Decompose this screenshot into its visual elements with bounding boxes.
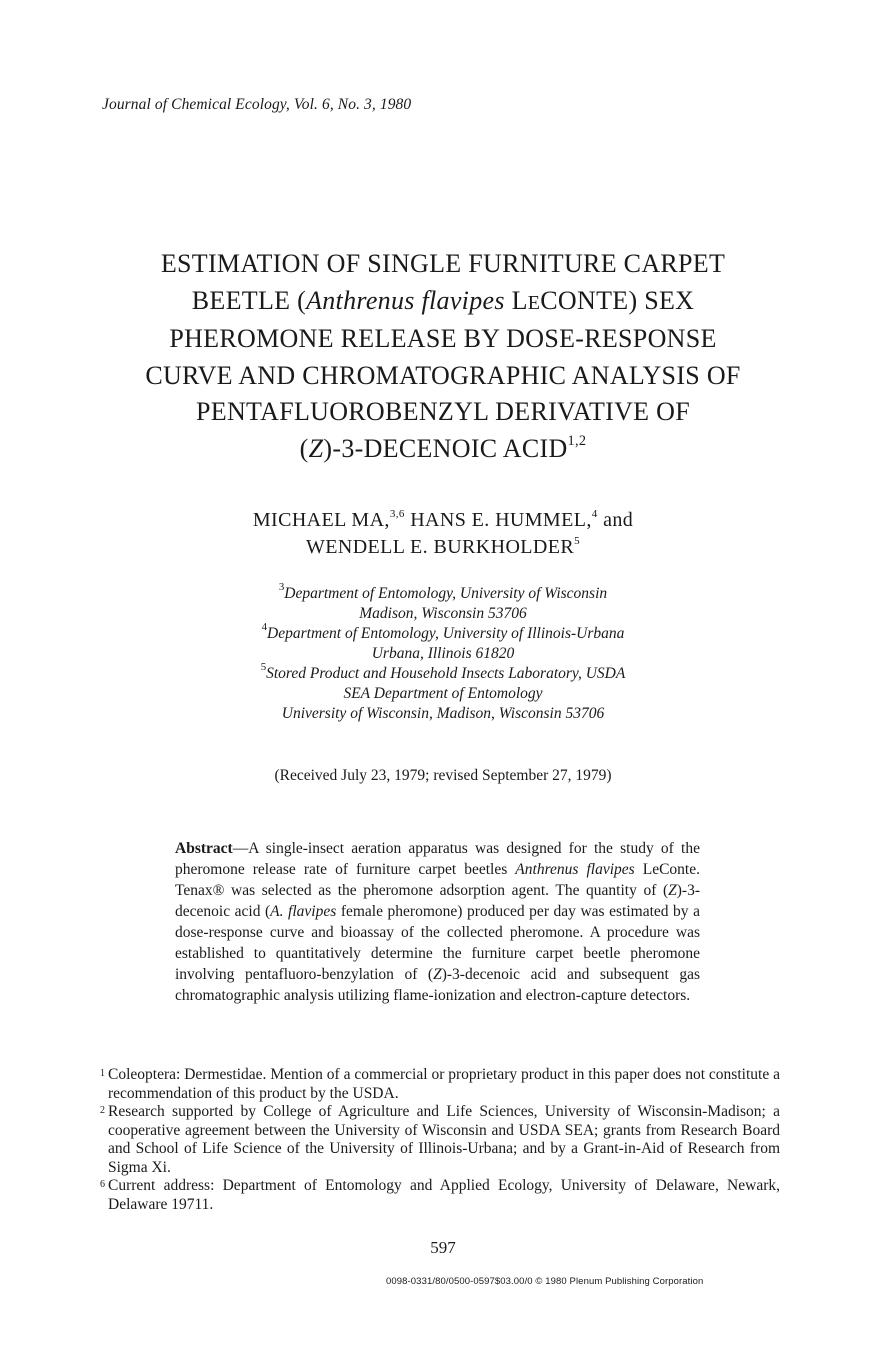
author-conjunction: and [597, 509, 634, 531]
affiliation-mark: 5 [260, 661, 267, 674]
journal-year: 1980 [379, 96, 412, 113]
title-z: Z [308, 433, 324, 463]
footnote-mark: 1 [100, 1068, 105, 1079]
author-affil-ref: 4 [591, 507, 598, 520]
footnote-mark: 6 [100, 1179, 105, 1190]
title-line-3: PHEROMONE RELEASE BY DOSE-RESPONSE [169, 324, 717, 353]
abstract-z: Z [433, 966, 442, 983]
footnotes [100, 1066, 780, 1214]
title-small-cap: E [527, 291, 541, 314]
footnote-mark: 2 [100, 1105, 105, 1116]
title-line-6 [100, 431, 786, 468]
affiliation-line [100, 661, 786, 684]
footnote-text: Current address: Department of Entomology and Applied Ecology, University of Delaware, Newark, Delaware 19711. [108, 1177, 780, 1213]
title-footnote-ref: 1,2 [567, 432, 587, 449]
title-line-2 [100, 283, 786, 322]
footnote [100, 1066, 780, 1103]
abstract-text: —A single-insect aeration apparatus was designed for the study of the pheromone release rate of furniture carpet beetles [175, 840, 700, 878]
footnote [100, 1177, 780, 1214]
abstract-text: )-3-decenoic acid and subsequent gas chromatographic analysis utilizing flame-ionization and electron-capture detectors. [175, 966, 700, 1004]
affiliation-text: Department of Entomology, University of Illinois-Urbana [267, 625, 625, 642]
journal-volume: Vol. 6, [293, 96, 334, 113]
affiliation-line [100, 581, 786, 604]
author-name: MICHAEL MA, [252, 509, 390, 531]
abstract-text: LeConte. Tenax® was selected as the pheromone adsorption agent. The quantity of ( [175, 861, 700, 899]
title-line-4: CURVE AND CHROMATOGRAPHIC ANALYSIS OF [145, 360, 741, 390]
title-text: CONTE) SEX [540, 285, 695, 315]
affiliation-line: Madison, Wisconsin 53706 [359, 605, 527, 622]
affiliation-text: Department of Entomology, University of Wisconsin [284, 585, 608, 602]
author-name: HANS E. HUMMEL, [404, 509, 592, 531]
abstract [175, 838, 700, 1006]
paper-title [100, 246, 786, 467]
title-line-1: ESTIMATION OF SINGLE FURNITURE CARPET [160, 249, 726, 278]
abstract-species: A. flavipes [270, 903, 337, 920]
copyright-line: 0098-0331/80/0500-0597$03.00/0 © 1980 Plenum Publishing Corporation [386, 1276, 704, 1287]
title-text: )-3-DECENOIC ACID [323, 433, 568, 463]
abstract-text: )-3-decenoic acid ( [175, 882, 700, 920]
author-affil-ref: 3,6 [389, 507, 405, 520]
footnote [100, 1103, 780, 1177]
title-species: Anthrenus flavipes [306, 285, 505, 315]
journal-citation [102, 96, 411, 114]
abstract-label: Abstract [175, 840, 233, 857]
authors-line-1 [100, 507, 786, 534]
title-text: BEETLE ( [191, 285, 307, 315]
affiliation-text: Stored Product and Household Insects Laboratory, USDA [266, 665, 626, 682]
affiliation-mark: 4 [261, 621, 268, 634]
abstract-species: Anthrenus flavipes [515, 861, 635, 878]
received-dates: (Received July 23, 1979; revised September 27, 1979) [274, 767, 612, 784]
affiliation-line: SEA Department of Entomology [343, 685, 543, 702]
abstract-text: female pheromone) produced per day was estimated by a dose-response curve and bioassay of the collected pheromone. A procedure was established to quantitatively determine the furniture carpet beetle pheromone involving pentafluoro-benzylation of ( [175, 903, 700, 983]
affiliation-mark: 3 [278, 581, 285, 594]
affiliation-line: Urbana, Illinois 61820 [371, 645, 515, 662]
title-text: L [504, 285, 528, 315]
abstract-z: Z [668, 882, 677, 899]
author-affil-ref: 5 [574, 534, 581, 547]
footnote-text: Research supported by College of Agriculture and Life Sciences, University of Wisconsin-Madison; a cooperative agreement between the University of Wisconsin and USDA SEA; grants from Research Board and School of Life Science of the University of Illinois-Urbana; and by a Grant-in-Aid of Research from Sigma Xi. [108, 1103, 780, 1176]
affiliation-line [100, 621, 786, 644]
affiliation-line: University of Wisconsin, Madison, Wisconsin 53706 [281, 705, 605, 722]
footnote-text: Coleoptera: Dermestidae. Mention of a commercial or proprietary product in this paper does not constitute a recommendation of this product by the USDA. [108, 1066, 780, 1102]
affiliations [100, 581, 786, 724]
author-list [100, 507, 786, 561]
journal-name: Journal of Chemical Ecology, [102, 96, 290, 113]
authors-line-2 [100, 534, 786, 561]
journal-number: No. 3, [337, 96, 376, 113]
page-number: 597 [430, 1238, 456, 1257]
title-line-5: PENTAFLUOROBENZYL DERIVATIVE OF [196, 397, 690, 426]
title-text: ( [299, 433, 309, 463]
author-name: WENDELL E. BURKHOLDER [305, 536, 575, 558]
